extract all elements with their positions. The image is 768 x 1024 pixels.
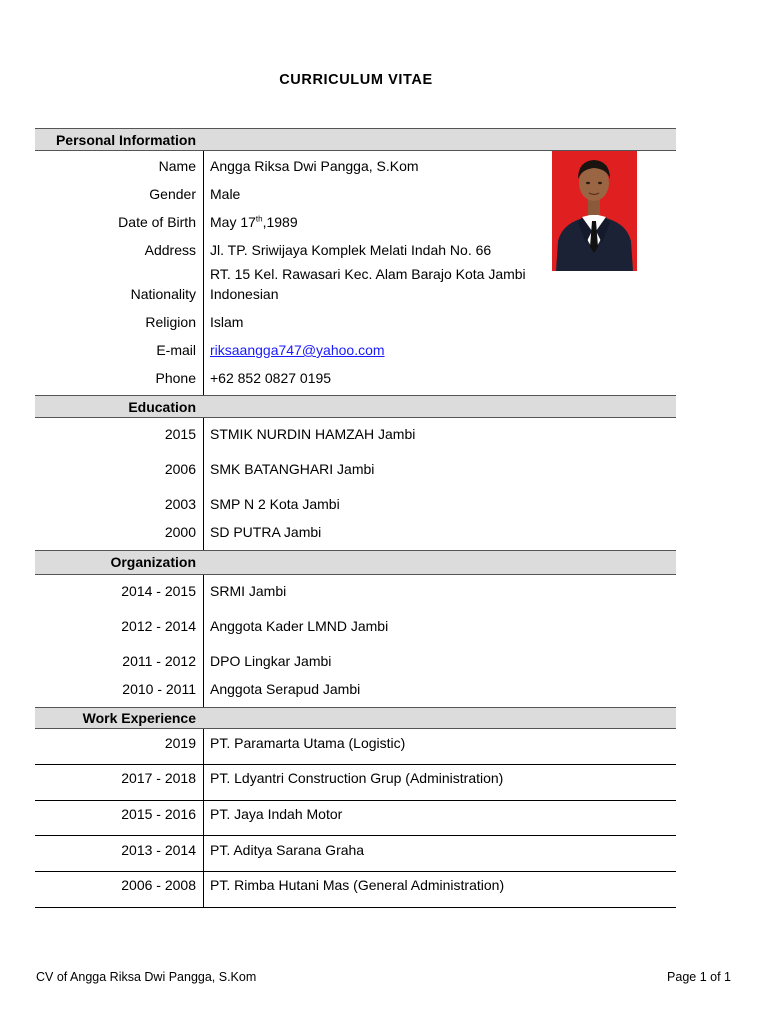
address-line-1: Jl. TP. Sriwijaya Komplek Melati Indah No. 66 [210,242,492,258]
organization-name: DPO Lingkar Jambi [210,653,332,669]
work-company: PT. Jaya Indah Motor [210,806,343,822]
footer-page-number: Page 1 of 1 [667,970,731,984]
field-label: Name [158,158,196,174]
work-company: PT. Aditya Sarana Graha [210,842,365,858]
address-line-2: RT. 15 Kel. Rawasari Kec. Alam Barajo Kota Jambi [210,266,526,282]
section-header-work-experience [35,707,676,729]
profile-photo-image [552,151,637,271]
document-title: CURRICULUM VITAE [279,72,433,88]
field-label: Phone [155,370,196,386]
footer-document-name: CV of Angga Riksa Dwi Pangga, S.Kom [36,970,257,984]
organization-year: 2011 - 2012 [122,653,196,669]
organization-year: 2010 - 2011 [122,681,196,697]
field-value: Angga Riksa Dwi Pangga, S.Kom [210,158,419,174]
field-value [210,213,298,231]
profile-photo [552,151,637,271]
work-year: 2006 - 2008 [121,877,196,893]
field-label: Date of Birth [118,214,196,230]
work-company: PT. Ldyantri Construction Grup (Administration) [210,770,504,786]
table-bottom-border [35,907,676,908]
section-title: Organization [110,554,196,570]
work-year: 2019 [164,735,196,751]
organization-name: Anggota Serapud Jambi [210,681,361,697]
work-year: 2013 - 2014 [121,842,196,858]
field-value: +62 852 0827 0195 [210,370,332,386]
field-label: Religion [145,314,196,330]
organization-name: Anggota Kader LMND Jambi [210,618,389,634]
section-header-organization [35,550,676,575]
work-year: 2017 - 2018 [121,770,196,786]
row-divider [35,800,676,801]
education-school: SD PUTRA Jambi [210,524,322,540]
section-header-personal [35,128,676,151]
row-divider [35,871,676,872]
section-header-education [35,395,676,418]
section-title: Work Experience [82,710,196,726]
field-label: E-mail [156,342,196,358]
organization-year: 2012 - 2014 [121,618,196,634]
section-title: Personal Information [55,132,196,148]
work-year: 2015 - 2016 [121,806,196,822]
education-year: 2006 [164,461,196,477]
field-value: Male [210,186,241,202]
row-divider [35,835,676,836]
field-label: Nationality [130,286,196,302]
education-school: SMP N 2 Kota Jambi [210,496,340,512]
field-value: Islam [210,314,244,330]
organization-name: SRMI Jambi [210,583,287,599]
dob-ordinal: th [255,214,263,224]
email-link[interactable]: riksaangga747@yahoo.com [210,342,385,358]
dob-year: ,1989 [262,214,298,230]
work-company: PT. Rimba Hutani Mas (General Administration) [210,877,505,893]
work-company: PT. Paramarta Utama (Logistic) [210,735,406,751]
organization-year: 2014 - 2015 [121,583,196,599]
education-school: SMK BATANGHARI Jambi [210,461,375,477]
field-label: Address [144,242,196,258]
row-divider [35,764,676,765]
education-year: 2003 [164,496,196,512]
field-value: Indonesian [210,286,279,302]
field-label: Gender [149,186,196,202]
dob-text: May 17 [210,214,256,230]
education-year: 2000 [164,524,196,540]
column-divider [203,128,204,908]
education-school: STMIK NURDIN HAMZAH Jambi [210,426,416,442]
education-year: 2015 [164,426,196,442]
section-title: Education [128,399,196,415]
